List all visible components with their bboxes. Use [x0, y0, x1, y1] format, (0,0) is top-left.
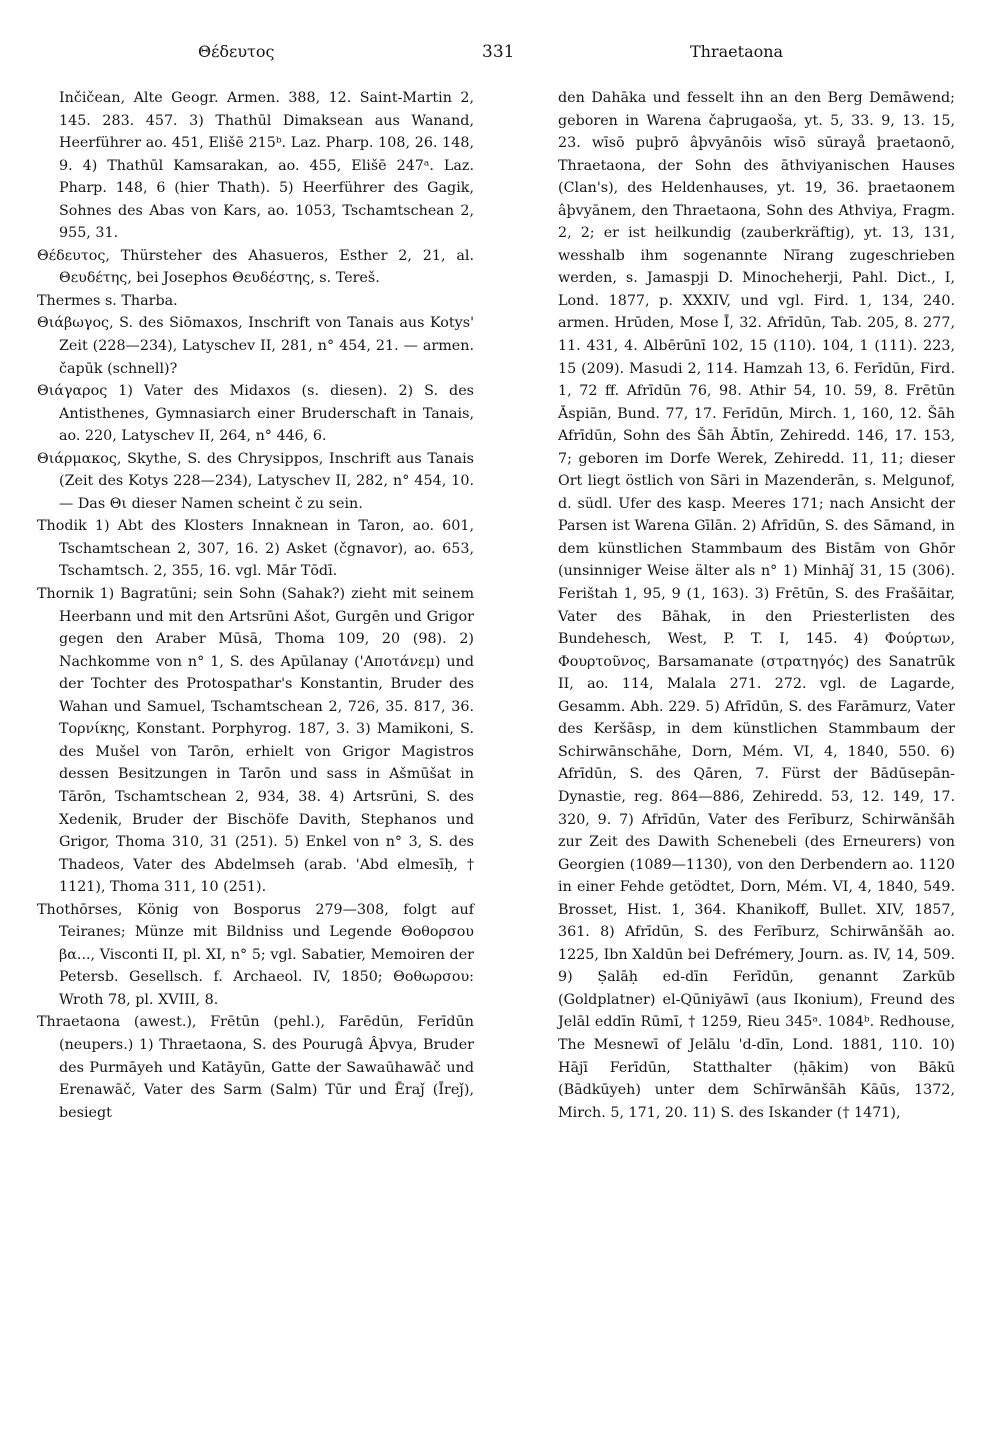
dictionary-entry: Θέδευτος, Thürsteher des Ahasueros, Esther 2, 21, al. Θευδέτης, bei Josephos Θευδέστης, s. Tereš. — [37, 247, 474, 287]
dictionary-entry: Thermes s. Tharba. — [37, 292, 178, 309]
left-column — [37, 87, 474, 1124]
right-column — [536, 87, 955, 1124]
header-right-headword: Thraetaona — [690, 42, 784, 61]
dictionary-entry: Thothōrses, König von Bosporus 279—308, folgt auf Teiranes; Münze mit Bildniss und Legende Θοθορσου βα..., Visconti II, pl. XI, n° 5; vgl. Sabatier, Memoiren der Petersb. Gesellsch. f. Archaeol. IV, 1850; Θοθωρσου: Wroth 78, pl. XVIII, 8. — [37, 901, 474, 1008]
continued-entry: den Dahāka und fesselt ihn an den Berg Demāwend; geboren in Warena čaþrugaoša, yt. 5, 33. 9, 13. 15, 23. wīsō puþrō âþvyānōis wīsō sūrayå þraetaonō, Thraetaona, der Sohn des āthviyanischen Hauses (Clan's), des Heldenhauses, yt. 19, 36. þraetaonem âþvyānem, den Thraetaona, Sohn des Athviya, Fragm. 2, 2; er ist heilkundig (zauberkräftig), yt. 13, 131, wesshalb ihm sogenannte Nīrang zugeschrieben werden, s. Jamaspji D. Minocheherji, Pahl. Dict., I, Lond. 1877, p. XXXIV, und vgl. Fird. 1, 134, 240. armen. Hrūden, Mose Ī, 32. Afrīdūn, Tab. 205, 8. 277, 11. 431, 4. Albērūnī 102, 15 (110). 104, 1 (111). 223, 15 (209). Masudi 2, 114. Hamzah 13, 6. Ferīdūn, Fird. 1, 72 ff. Afrīdūn 76, 98. Athir 54, 10. 59, 8. Frētūn Āspiān, Bund. 77, 17. Ferīdūn, Mirch. 1, 160, 12. Šāh Afrīdūn, Sohn des Šāh Ābtīn, Zehiredd. 146, 17. 153, 7; geboren im Dorfe Werek, Zehiredd. 11, 11; dieser Ort liegt östlich von Sāri in Mazenderān, s. Melgunof, d. südl. Ufer des kasp. Meeres 171; nach Ansicht der Parsen ist Warena Gīlān. 2) Afrīdūn, S. des Sāmand, in dem künstlichen Stammbaum des Bistām von Ghōr (unsinniger Weise älter als n° 1) Minhāǰ 31, 15 (306). Ferištah 1, 95, 9 (1, 163). 3) Frētūn, S. des Frašāitar, Vater des Bāhak, in den Priesterlisten des Bundehesch, West, P. T. I, 145. 4) Φούρτων, Φουρτοῦνος, Barsamanate (στρατηγός) des Sanatrūk II, ao. 114, Malala 271. 272. vgl. de Lagarde, Gesamm. Abh. 229. 5) Afrīdūn, S. des Farāmurz, Vater des Keršāsp, in dem künstlichen Stammbaum der Schirwānschāhe, Dorn, Mém. VI, 4, 1840, 550. 6) Afrīdūn, S. des Qāren, 7. Fürst der Bādūsepān-Dynastie, reg. 864—886, Zehiredd. 53, 12. 149, 17. 320, 9. 7) Afrīdūn, Vater des Ferīburz, Schirwānšāh zur Zeit des Dawith Schenebeli (des Erneurers) von Georgien (1089—1130), von den Derbendern ao. 1120 in einer Fehde getödtet, Dorn, Mém. VI, 4, 1840, 549. Brosset, Hist. 1, 364. Khanikoff, Bullet. XIV, 1857, 361. 8) Afrīdūn, S. des Ferīburz, Schirwānšāh ao. 1225, Ibn Xaldūn bei Defrémery, Journ. as. IV, 14, 509. 9) Ṣalāḥ ed-dīn Ferīdūn, genannt Zarkūb (Goldplatner) el-Qūniyāwī (aus Ikonium), Freund des Jelāl eddīn Rūmī, † 1259, Rieu 345ᵃ. 1084ᵇ. Redhouse, The Mesnewī of Jelālu 'd-dīn, Lond. 1881, 110. 10) Hājī Ferīdūn, Statthalter (ḥākim) von Bākū (Bādkūyeh) unter dem Schīrwānšāh Kāūs, 1372, Mirch. 5, 171, 20. 11) S. des Iskander († 1471), — [558, 90, 955, 1121]
dictionary-entry: Θιάγαρος 1) Vater des Midaxos (s. diesen). 2) S. des Antisthenes, Gymnasiarch einer Bruderschaft in Tanais, ao. 220, Latyschev II, 264, n° 446, 6. — [37, 383, 474, 445]
header-left-headword: Θέδευτος — [198, 42, 275, 61]
page-number: 331 — [482, 42, 515, 62]
continued-entry: Inčičean, Alte Geogr. Armen. 388, 12. Saint-Martin 2, 145. 283. 457. 3) Thathūl Dimaksean aus Wanand, Heerführer ao. 451, Elišē 215ᵇ. Laz. Pharp. 108, 26. 148, 9. 4) Thathūl Kamsarakan, ao. 455, Elišē 247ᵃ. Laz. Pharp. 148, 6 (hier Thath). 5) Heerführer des Gagik, Sohnes des Abas von Kars, ao. 1053, Tschamtschean 2, 955, 31. — [59, 90, 474, 242]
dictionary-entry: Thraetaona (awest.), Frētūn (pehl.), Farēdūn, Ferīdūn (neupers.) 1) Thraetaona, S. des Pourugâ Âþvya, Bruder des Purmāyeh und Katāyūn, Gatte der Sawaūhawāč und Erenawāč, Vater des Sarm (Salm) Tūr und Ēraǰ (Īreǰ), besiegt — [37, 1014, 474, 1121]
dictionary-entry: Θιάρμακος, Skythe, S. des Chrysippos, Inschrift aus Tanais (Zeit des Kotys 228—234), Latyschev II, 282, n° 454, 10. — Das Θι dieser Namen scheint č zu sein. — [37, 450, 474, 512]
dictionary-entry: Thodik 1) Abt des Klosters Innaknean in Taron, ao. 601, Tschamtschean 2, 307, 16. 2) Asket (čgnavor), ao. 653, Tschamtsch. 2, 355, 16. vgl. Mār Tōdī. — [37, 518, 474, 580]
dictionary-entry: Thornik 1) Bagratūni; sein Sohn (Sahak?) zieht mit seinem Heerbann und mit den Artsrūni Ašot, Gurgēn und Grigor gegen den Araber Mūsā, Thoma 109, 20 (98). 2) Nachkomme von n° 1, S. des Apūlanay ('Αποτάνεμ) und der Tochter des Protospathar's Konstantin, Bruder des Wahan und Samuel, Tschamtschean 2, 726, 35. 817, 36. Τορνίκης, Konstant. Porphyrog. 187, 3. 3) Mamikoni, S. des Mušel von Tarōn, erhielt von Grigor Magistros dessen Besitzungen in Tarōn und sass in Ašmūšat in Tārōn, Tschamtschean 2, 934, 38. 4) Artsrūni, S. des Xedenik, Bruder der Bischöfe Davith, Stephanos und Grigor, Thoma 310, 31 (251). 5) Enkel von n° 3, S. des Thadeos, Vater des Abdelmseh (arab. 'Abd elmesīḥ, † 1121), Thoma 311, 10 (251). — [37, 586, 474, 896]
dictionary-entry: Θιάβωγος, S. des Siōmaxos, Inschrift von Tanais aus Kotys' Zeit (228—234), Latyschev II, 281, n° 454, 21. — armen. čapūk (schnell)? — [37, 315, 474, 377]
running-header — [0, 42, 1000, 72]
